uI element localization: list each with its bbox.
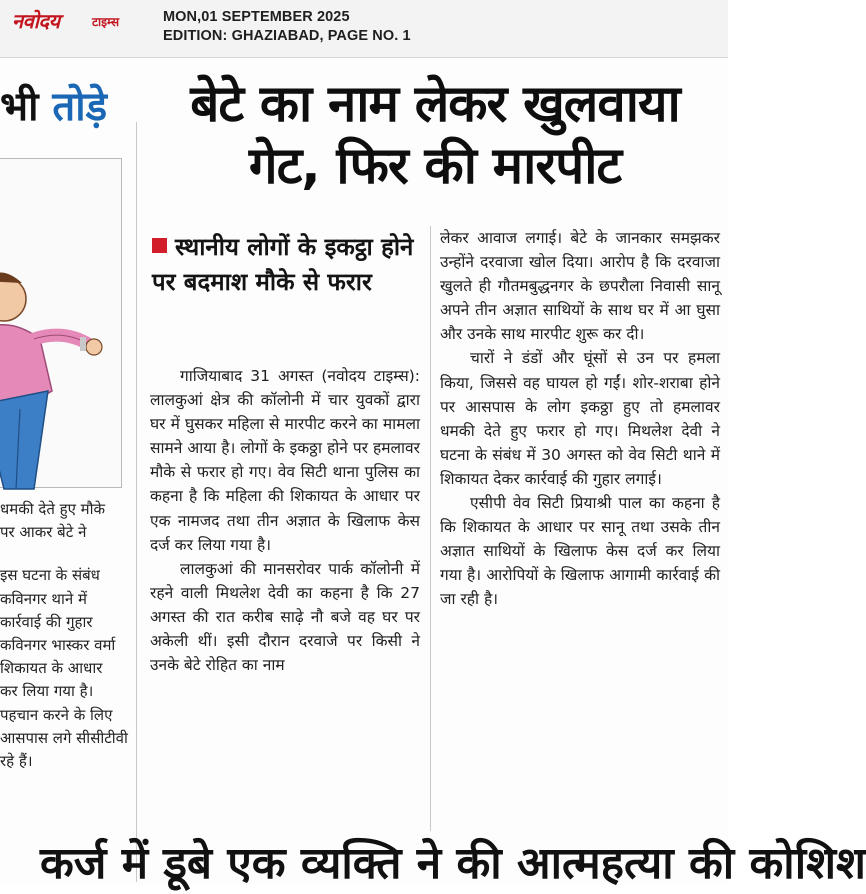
left-line: धमकी देते हुए मौके <box>0 500 106 518</box>
headline-line-1: बेटे का नाम लेकर खुलवाया <box>190 75 680 134</box>
edition-meta <box>163 8 411 46</box>
left-line: पहचान करने के लिए <box>0 705 113 724</box>
cartoon-figure-icon <box>0 159 122 489</box>
column-divider <box>136 122 137 882</box>
left-line: कार्रवाई की गुहार <box>0 612 93 631</box>
left-line: रहे हैं। <box>0 752 33 771</box>
article-column-1 <box>150 364 420 834</box>
column-divider <box>430 226 431 831</box>
newspaper-logo[interactable] <box>12 8 140 34</box>
left-line: पर आकर बेटे ने <box>0 523 87 542</box>
next-article-headline: कर्ज में डूबे एक व्यक्ति ने की आत्महत्या की कोशिश <box>40 838 866 889</box>
logo-sub-text: टाइम्स <box>92 15 120 29</box>
left-line: शिकायत के आधार <box>0 659 103 678</box>
red-square-bullet-icon <box>152 238 167 253</box>
newspaper-page <box>0 58 866 889</box>
left-line: कविनगर थाने में <box>0 589 87 608</box>
logo-main-text: नवोदय <box>12 9 60 33</box>
left-article-text <box>0 498 126 773</box>
article-subheadline <box>152 230 418 300</box>
headline-line-2: गेट, फिर की मारपीट <box>248 137 622 196</box>
subheadline-text: स्थानीय लोगों के इकट्ठा होने पर बदमाश मौके से फरार <box>152 233 414 296</box>
article-headline <box>150 74 720 198</box>
article-paragraph: लेकर आवाज लगाई। बेटे के जानकार समझकर उन्होंने दरवाजा खोल दिया। आरोप है कि दरवाजा खुलते ही गौतमबुद्धनगर के छपरौला निवासी सानू अपने तीन अज्ञात साथियों के साथ घर में आ घुसा और उनके साथ मारपीट शुरू कर दी। <box>440 229 720 344</box>
left-headline-dark: भी <box>0 84 53 130</box>
article-paragraph: एसीपी वेव सिटी प्रियाश्री पाल का कहना है कि शिकायत के आधार पर सानू तथा उसके तीन अज्ञात साथियों के खिलाफ केस दर्ज कर लिया गया है। आरोपियों के खिलाफ आगामी कार्रवाई की जा रही है। <box>440 494 720 609</box>
left-line: इस घटना के संबंध <box>0 566 100 585</box>
article-paragraph: चारों ने डंडों और घूंसों से उन पर हमला किया, जिससे वह घायल हो गईं। शोर-शराबा होने पर आसपास के लोग इकठ्ठा हुए तो हमलावर धमकी देते हुए फरार हो गए। मिथलेश देवी ने घटना के संबंध में 30 अगस्त को वेव सिटी थाने में शिकायत देकर कार्रवाई की गुहार लगाई। <box>440 349 720 488</box>
left-article-headline <box>0 82 107 132</box>
left-line: कविनगर भास्कर वर्मा <box>0 636 116 655</box>
left-headline-colored: तोड़े <box>52 84 107 130</box>
article-paragraph: गाजियाबाद 31 अगस्त (नवोदय टाइम्स): लालकुआं क्षेत्र की कॉलोनी में चार युवकों द्वारा घर में घुसकर महिला से मारपीट करने का मामला सामने आया है। लोगों के इकठ्ठा होने पर हमलावर मौके से फरार हो गए। वेव सिटी थाना पुलिस का कहना है कि महिला की शिकायत के आधार पर एक नामजद तथा तीन अज्ञात के खिलाफ केस दर्ज कर लिया गया है। <box>150 367 420 554</box>
masthead-bar <box>0 0 728 58</box>
edition-line: EDITION: GHAZIABAD, PAGE NO. 1 <box>163 28 411 44</box>
left-line: आसपास लगे सीसीटीवी <box>0 728 128 747</box>
date-line: MON,01 SEPTEMBER 2025 <box>163 9 350 25</box>
article-paragraph: लालकुआं की मानसरोवर पार्क कॉलोनी में रहने वाली मिथलेश देवी का कहना है कि 27 अगस्त की रात करीब साढ़े नौ बजे वह घर पर अकेली थीं। इसी दौरान दरवाजे पर किसी ने उनके बेटे रोहित का नाम <box>150 559 420 675</box>
cartoon-illustration <box>0 158 122 488</box>
left-line: कर लिया गया है। <box>0 682 94 701</box>
article-column-2 <box>440 226 720 836</box>
